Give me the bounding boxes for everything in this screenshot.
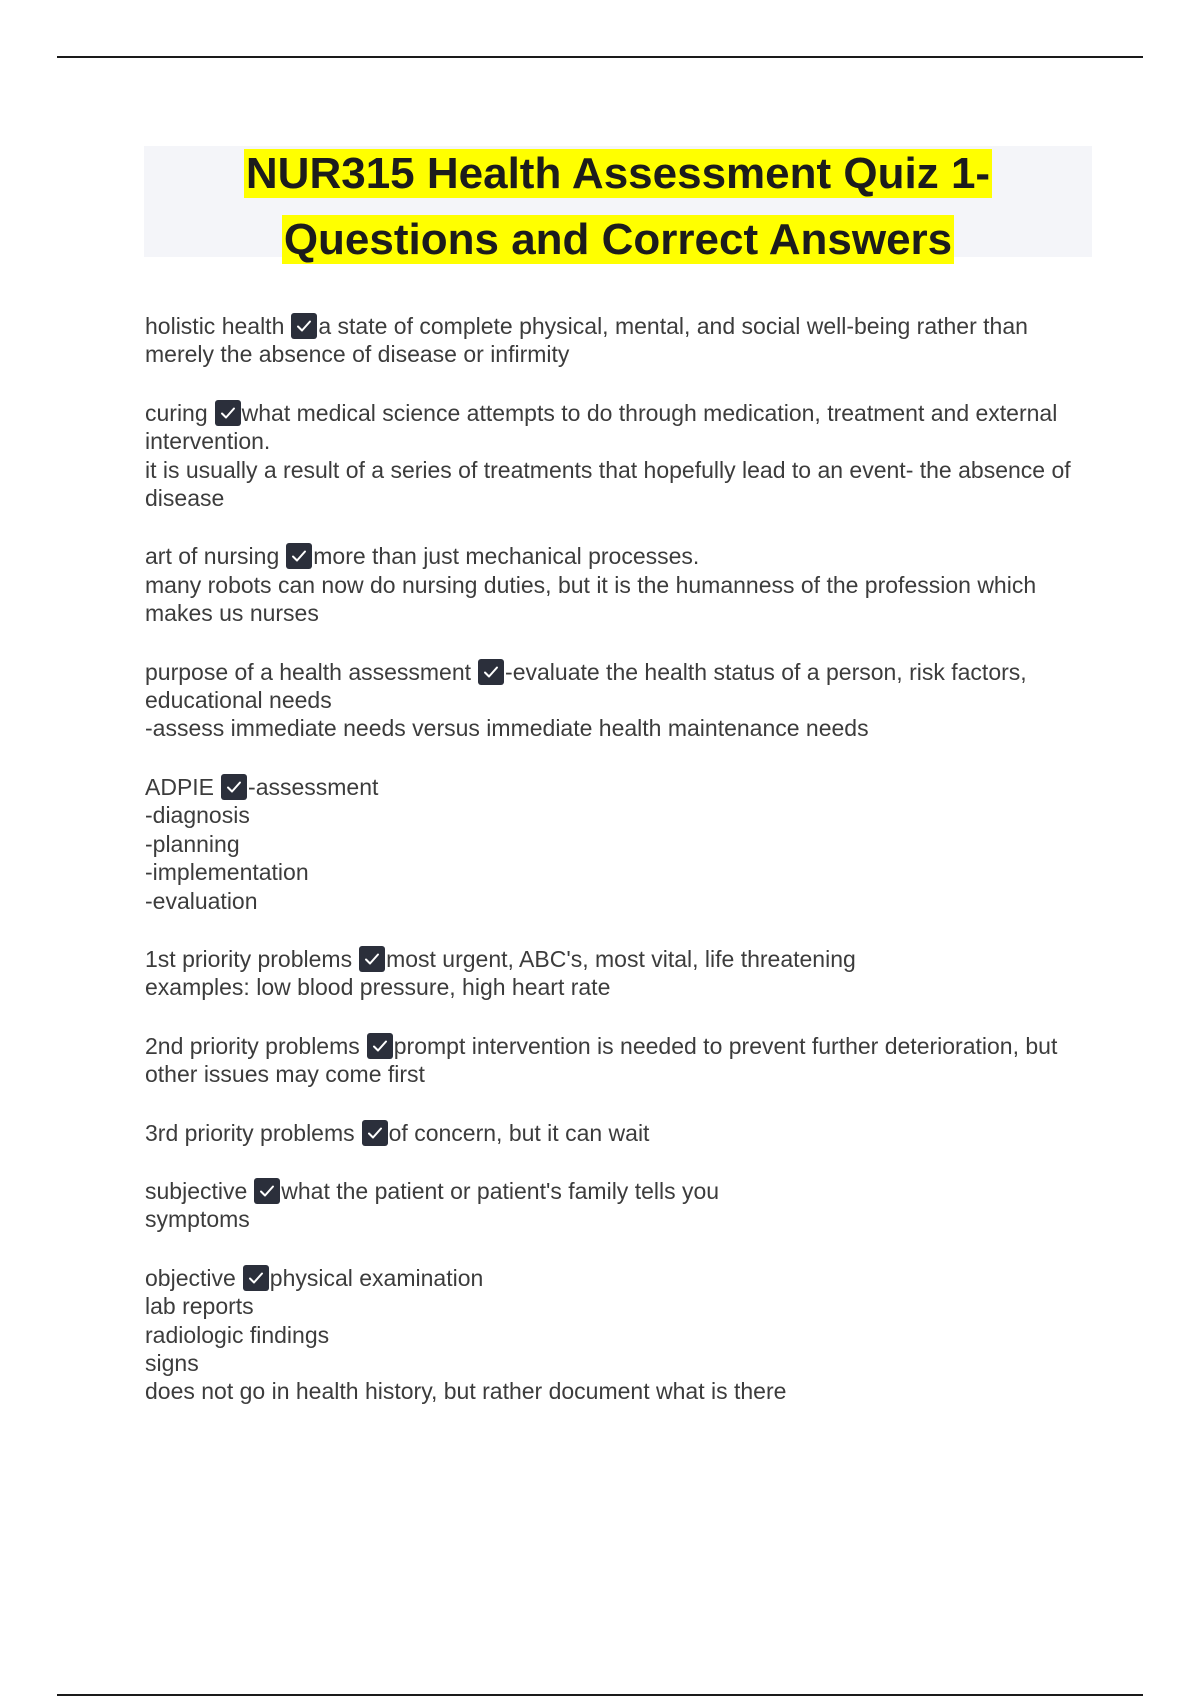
- qa-term: ADPIE: [145, 773, 215, 800]
- qa-answer-text: -assessment: [248, 773, 379, 800]
- qa-answer-text: more than just mechanical processes.: [313, 543, 700, 570]
- qa-first-line: [145, 542, 1085, 570]
- qa-first-line: [145, 312, 1085, 369]
- qa-answer-text: examples: low blood pressure, high heart rate: [145, 974, 611, 1001]
- qa-first-line: [145, 1032, 1085, 1089]
- checkmark-icon: [221, 774, 247, 800]
- qa-answer-text: of concern, but it can wait: [388, 1119, 650, 1146]
- top-divider: [57, 56, 1143, 58]
- qa-answer-text: lab reports: [145, 1293, 254, 1320]
- qa-answer-line: [145, 1349, 1085, 1377]
- qa-answer-text: a state of complete physical, mental, and social well-being rather than merely the absence of disease or infirmity: [145, 313, 1028, 368]
- qa-entry: [145, 658, 1085, 743]
- qa-entry: [145, 542, 1085, 627]
- qa-answer-text: many robots can now do nursing duties, but it is the humanness of the profession which makes us nurses: [145, 571, 1037, 627]
- qa-term: holistic health: [145, 313, 285, 339]
- checkmark-icon: [254, 1178, 280, 1204]
- qa-answer-line: [145, 571, 1085, 628]
- qa-entry: [145, 312, 1085, 369]
- page-title-line-1: NUR315 Health Assessment Quiz 1-: [245, 149, 991, 198]
- checkmark-icon: [478, 659, 504, 685]
- qa-answer-line: [145, 456, 1085, 513]
- qa-answer-text: symptoms: [145, 1206, 250, 1233]
- checkmark-icon: [286, 543, 312, 569]
- qa-term: purpose of a health assessment: [145, 658, 472, 685]
- qa-entry: [145, 1177, 1085, 1234]
- qa-entry: [145, 1264, 1085, 1406]
- qa-first-line: [145, 773, 1085, 801]
- checkmark-icon: [367, 1033, 393, 1059]
- qa-answer-line: [145, 830, 1085, 858]
- qa-entry: [145, 399, 1085, 513]
- qa-term: 2nd priority problems: [145, 1032, 360, 1059]
- qa-first-line: [145, 1177, 1085, 1205]
- qa-answer-text: what the patient or patient's family tells you: [281, 1177, 720, 1204]
- qa-term: art of nursing: [145, 543, 280, 570]
- qa-answer-line: [145, 1292, 1085, 1320]
- qa-term: 3rd priority problems: [145, 1119, 355, 1146]
- qa-answer-text: most urgent, ABC's, most vital, life threatening: [386, 945, 856, 972]
- qa-answer-line: [145, 714, 1085, 742]
- qa-answer-line: [145, 887, 1085, 915]
- qa-answer-text: -planning: [145, 830, 240, 857]
- qa-answer-text: radiologic findings: [145, 1321, 330, 1348]
- checkmark-icon: [362, 1120, 388, 1146]
- qa-answer-line: [145, 973, 1085, 1001]
- qa-answer-text: -assess immediate needs versus immediate health maintenance needs: [145, 715, 869, 742]
- qa-answer-text: what medical science attempts to do through medication, treatment and external intervention.: [145, 399, 1058, 455]
- qa-answer-line: [145, 1377, 1085, 1405]
- qa-entry: [145, 945, 1085, 1002]
- qa-term: subjective: [145, 1177, 248, 1204]
- qa-answer-text: physical examination: [269, 1264, 484, 1291]
- qa-answer-line: [145, 1321, 1085, 1349]
- qa-first-line: [145, 1264, 1085, 1292]
- page-title-line-2: Questions and Correct Answers: [283, 215, 953, 264]
- qa-entry: [145, 773, 1085, 915]
- qa-first-line: [145, 1119, 1085, 1147]
- qa-list: [145, 312, 1085, 1436]
- title-banner: [144, 146, 1092, 264]
- qa-answer-line: [145, 1205, 1085, 1233]
- qa-answer-text: -diagnosis: [145, 802, 250, 829]
- qa-answer-line: [145, 858, 1085, 886]
- checkmark-icon: [243, 1265, 269, 1291]
- qa-first-line: [145, 658, 1085, 715]
- qa-answer-text: -evaluation: [145, 887, 258, 914]
- qa-term: curing: [145, 399, 208, 426]
- qa-first-line: [145, 945, 1085, 973]
- bottom-divider: [57, 1694, 1143, 1696]
- qa-answer-text: prompt intervention is needed to prevent further deterioration, but other issues may come first: [145, 1032, 1058, 1088]
- qa-term: objective: [145, 1264, 236, 1291]
- qa-entry: [145, 1032, 1085, 1089]
- qa-answer-text: it is usually a result of a series of treatments that hopefully lead to an event- the absence of disease: [145, 456, 1071, 512]
- qa-term: 1st priority problems: [145, 945, 353, 972]
- qa-answer-text: signs: [145, 1349, 199, 1376]
- qa-answer-text: -evaluate the health status of a person, risk factors, educational needs: [145, 658, 1027, 714]
- qa-entry: [145, 1119, 1085, 1147]
- checkmark-icon: [291, 313, 317, 339]
- qa-answer-text: does not go in health history, but rather document what is there: [145, 1378, 787, 1405]
- checkmark-icon: [359, 946, 385, 972]
- checkmark-icon: [215, 400, 241, 426]
- qa-first-line: [145, 399, 1085, 456]
- qa-answer-text: -implementation: [145, 859, 309, 886]
- qa-answer-line: [145, 801, 1085, 829]
